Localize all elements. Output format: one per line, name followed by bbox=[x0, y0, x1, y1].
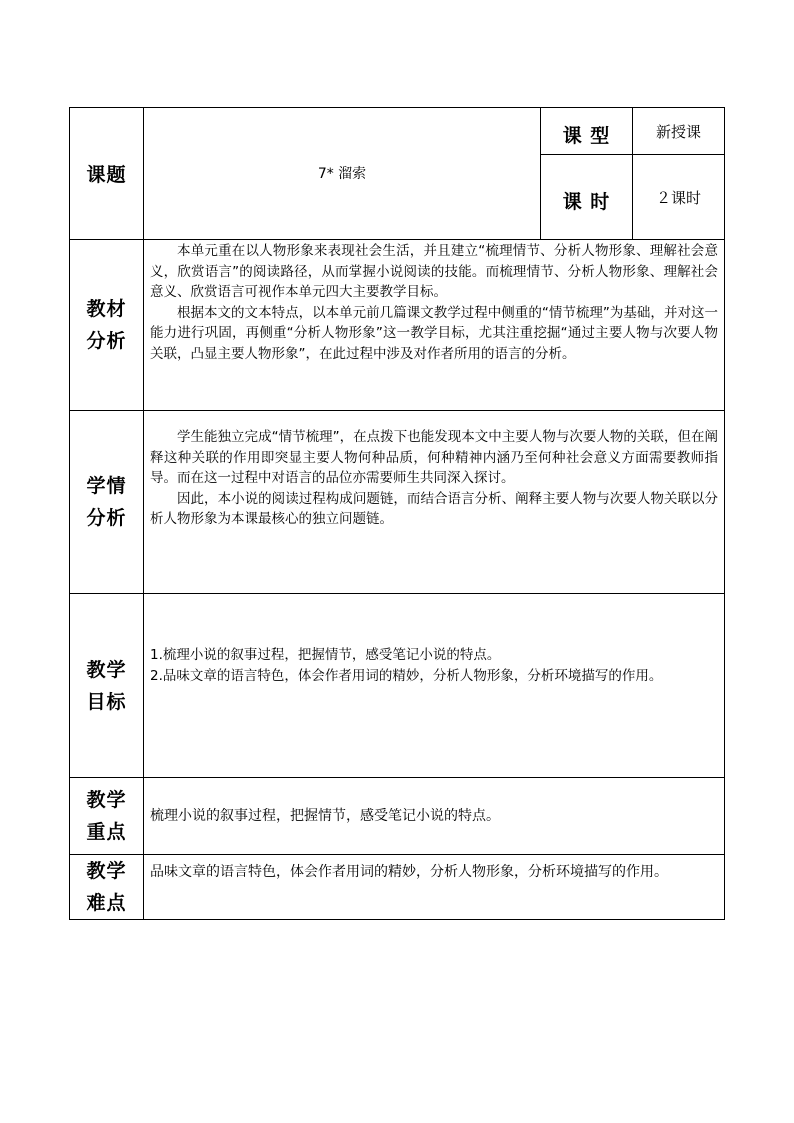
topic-label: 课题 bbox=[86, 164, 127, 186]
key-points-label bbox=[70, 778, 143, 854]
students-paragraph-1: 学生能独立完成“情节梳理”，在点拨下也能发现本文中主要人物与次要人物的关联，但在阐释这种关联的作用即突显主要人物何种品质，何种精神内涵乃至何种社会意义方面需要教师指导。而在这一过程中对语言的品位亦需要师生共同深入探讨。 bbox=[150, 429, 718, 486]
lesson-type-value: 新授课 bbox=[655, 122, 701, 141]
key-points-content bbox=[144, 778, 724, 854]
students-paragraph-2: 因此，本小说的阅读过程构成问题链，而结合语言分析、阐释主要人物与次要人物关联以分析人物形象为本课最核心的独立问题链。 bbox=[150, 490, 718, 527]
difficulties-label-line2: 难点 bbox=[86, 892, 127, 914]
student-analysis-label bbox=[70, 411, 143, 593]
student-analysis-content bbox=[144, 411, 724, 593]
students-label-line2: 分析 bbox=[86, 507, 127, 529]
material-label-line2: 分析 bbox=[86, 330, 127, 352]
material-paragraph-2: 根据本文的文本特点，以本单元前几篇课文教学过程中侧重的“情节梳理”为基础，并对这一能力进行巩固，再侧重“分析人物形象”这一教学目标，尤其注重挖掘“通过主要人物与次要人物关联，凸显主要人物形象”，在此过程中涉及对作者所用的语言的分析。 bbox=[150, 304, 718, 362]
material-analysis-content bbox=[144, 240, 724, 410]
difficulties-label-line1: 教学 bbox=[86, 860, 127, 882]
table-border-right bbox=[724, 107, 725, 920]
material-analysis-label bbox=[70, 240, 143, 410]
hours-value: ２课时 bbox=[655, 188, 701, 207]
students-label-line1: 学情 bbox=[86, 475, 127, 497]
lesson-type-label: 课 型 bbox=[562, 124, 611, 147]
goal-item-2: 2.品味文章的语言特色，体会作者用词的精妙，分析人物形象，分析环境描写的作用。 bbox=[150, 667, 663, 684]
teaching-goals-content bbox=[144, 594, 724, 777]
difficulties-content bbox=[144, 855, 724, 919]
difficulties-text: 品味文章的语言特色，体会作者用词的精妙，分析人物形象，分析环境描写的作用。 bbox=[150, 864, 668, 880]
goals-label-line1: 教学 bbox=[86, 658, 127, 681]
goals-label-line2: 目标 bbox=[86, 690, 127, 713]
difficulties-label bbox=[70, 855, 143, 919]
teaching-goals-label bbox=[70, 594, 143, 777]
material-paragraph-1: 本单元重在以人物形象来表现社会生活，并且建立“梳理情节、分析人物形象、理解社会意义，欣赏语言”的阅读路径，从而掌握小说阅读的技能。而梳理情节、分析人物形象、理解社会意义、欣赏语言可视作本单元四大主要教学目标。 bbox=[150, 243, 718, 300]
key-label-line2: 重点 bbox=[86, 821, 127, 843]
lesson-title: 7* 溜索 bbox=[317, 165, 367, 182]
key-points-text: 梳理小说的叙事过程，把握情节，感受笔记小说的特点。 bbox=[150, 807, 500, 824]
hours-label: 课 时 bbox=[562, 190, 611, 213]
material-label-line1: 教材 bbox=[86, 298, 127, 320]
key-label-line1: 教学 bbox=[86, 789, 127, 811]
goal-item-1: 1.梳理小说的叙事过程，把握情节，感受笔记小说的特点。 bbox=[150, 647, 501, 663]
table-border-bottom bbox=[69, 919, 725, 920]
